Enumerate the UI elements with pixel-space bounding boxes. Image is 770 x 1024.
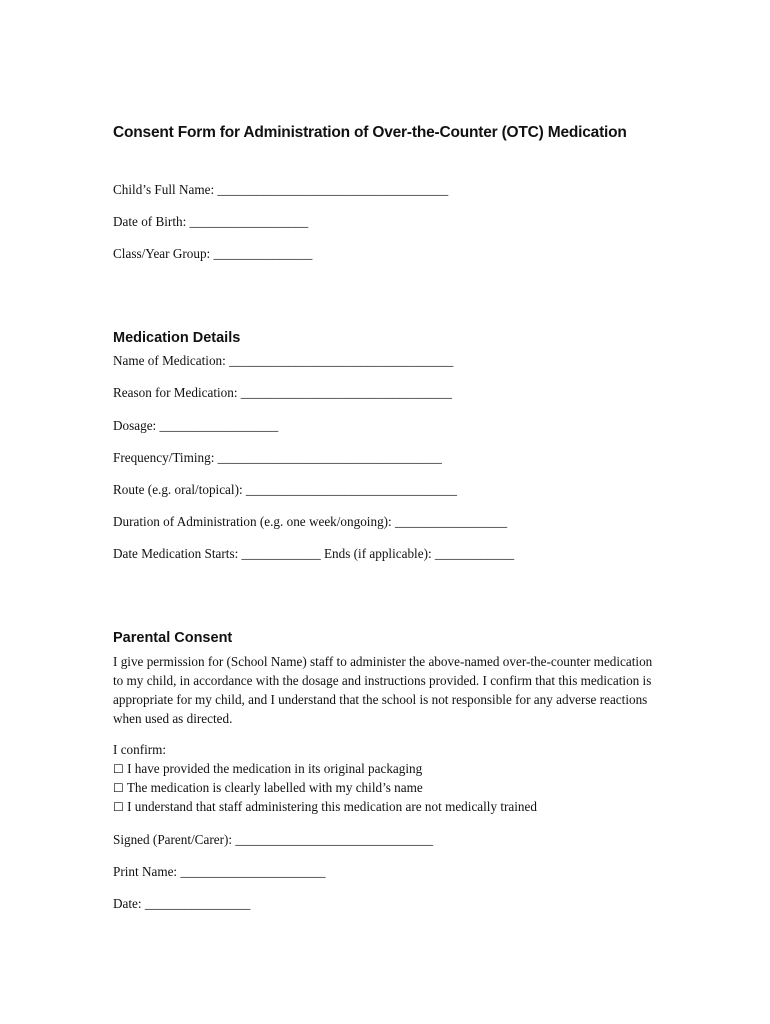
medication-reason-field[interactable]: Reason for Medication: ________________________________ bbox=[113, 385, 452, 400]
confirm-item-label: I have provided the medication in its original packaging bbox=[127, 761, 423, 776]
child-full-name-field[interactable]: Child’s Full Name: ___________________________________ bbox=[113, 182, 449, 197]
signed-field[interactable]: Signed (Parent/Carer): ______________________________ bbox=[113, 832, 434, 847]
checkbox-icon[interactable]: ☐ bbox=[113, 781, 124, 795]
frequency-timing-field[interactable]: Frequency/Timing: __________________________________ bbox=[113, 450, 442, 465]
start-end-dates-field[interactable]: Date Medication Starts: ____________ Ends (if applicable): ____________ bbox=[113, 546, 515, 561]
date-field[interactable]: Date: ________________ bbox=[113, 896, 251, 911]
confirm-label: I confirm: bbox=[113, 742, 167, 757]
duration-field[interactable]: Duration of Administration (e.g. one week/ongoing): _________________ bbox=[113, 514, 508, 529]
parental-consent-heading: Parental Consent bbox=[113, 630, 233, 646]
dosage-field[interactable]: Dosage: __________________ bbox=[113, 418, 279, 433]
form-title: Consent Form for Administration of Over-the-Counter (OTC) Medication bbox=[113, 124, 627, 141]
date-of-birth-field[interactable]: Date of Birth: __________________ bbox=[113, 214, 309, 229]
print-name-field[interactable]: Print Name: ______________________ bbox=[113, 864, 326, 879]
checkbox-icon[interactable]: ☐ bbox=[113, 762, 124, 776]
confirm-item-label: I understand that staff administering this medication are not medically trained bbox=[127, 799, 537, 814]
medication-name-field[interactable]: Name of Medication: __________________________________ bbox=[113, 353, 454, 368]
medication-details-heading: Medication Details bbox=[113, 330, 241, 346]
checkbox-icon[interactable]: ☐ bbox=[113, 800, 124, 814]
confirm-item-not-trained[interactable] bbox=[113, 799, 537, 815]
confirm-item-label: The medication is clearly labelled with my child’s name bbox=[126, 780, 423, 795]
confirm-item-labelled[interactable] bbox=[113, 780, 423, 796]
consent-paragraph: I give permission for (School Name) staff to administer the above-named over-the-counter medication to my child, in accordance with the dosage and instructions provided. I confirm that this medication is appropriate for my child, and I understand that the school is not responsible for any adverse reactions when used as directed. bbox=[113, 654, 653, 726]
route-field[interactable]: Route (e.g. oral/topical): ________________________________ bbox=[113, 482, 457, 497]
class-year-group-field[interactable]: Class/Year Group: _______________ bbox=[113, 246, 313, 261]
confirm-item-packaging[interactable] bbox=[113, 761, 422, 777]
